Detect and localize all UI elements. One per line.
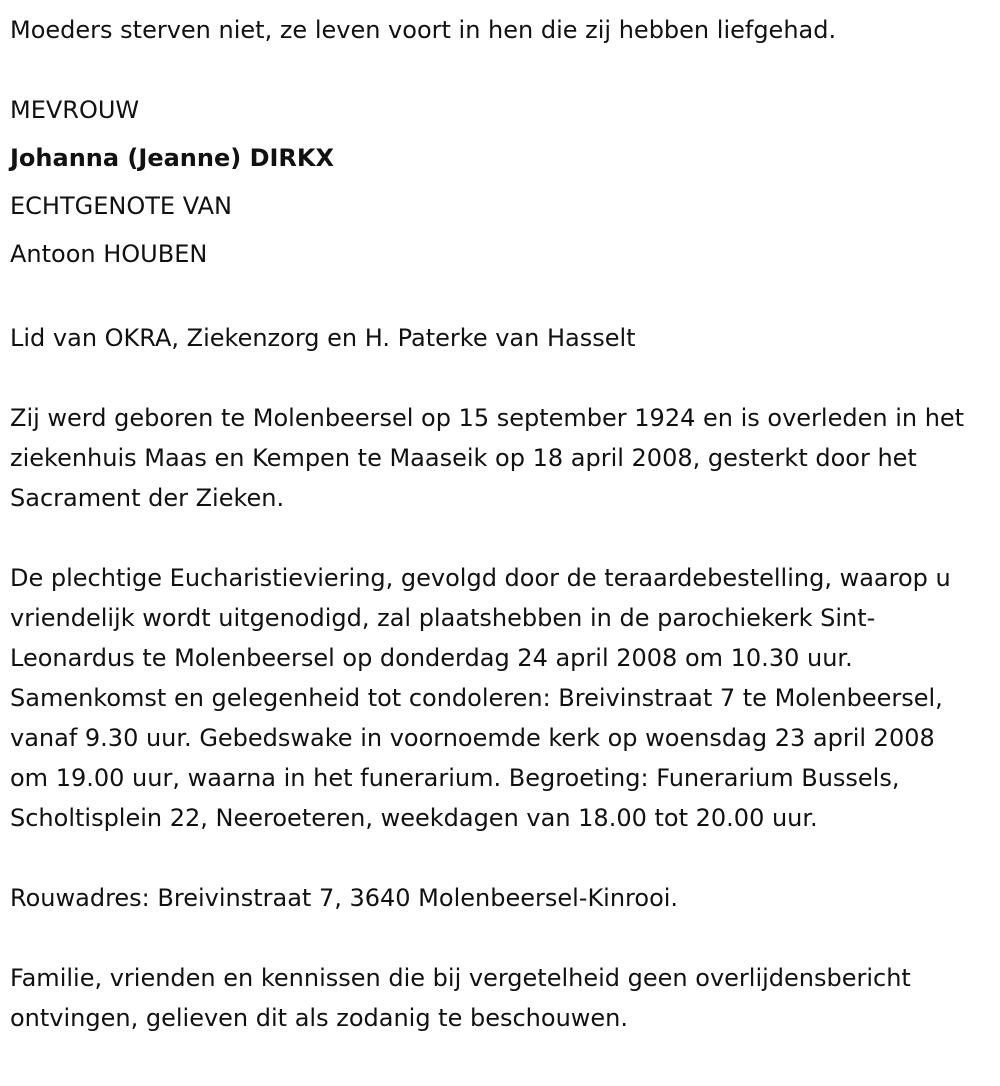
deceased-name: Johanna (Jeanne) DIRKX [10,144,334,172]
address-paragraph: Rouwadres: Breivinstraat 7, 3640 Molenbeersel-Kinrooi. [10,884,679,912]
closing-paragraph: Familie, vrienden en kennissen die bij vergetelheid geen overlijdensbericht ontvingen, gelieven dit als zodanig te beschouwen. [10,964,911,1032]
spacer [10,54,980,86]
ceremony-paragraph: De plechtige Eucharistieviering, gevolgd door de teraardebestelling, waarop u vriendelijk wordt uitgenodigd, zal plaatshebben in de parochiekerk Sint-Leonardus te Molenbeersel op donderdag 24 april 2008 om 10.30 uur. Samenkomst en gelegenheid tot condoleren: Breivinstraat 7 te Molenbeersel, vanaf 9.30 uur. Gebedswake in voornoemde kerk op woensdag 23 april 2008 om 19.00 uur, waarna in het funerarium. Begroeting: Funerarium Bussels, Scholtisplein 22, Neeroeteren, weekdagen van 18.00 tot 20.00 uur. [10,564,951,832]
relation-line: ECHTGENOTE VAN [10,192,232,220]
memberships-paragraph: Lid van OKRA, Ziekenzorg en H. Paterke van Hasselt [10,324,636,352]
spouse-name: Antoon HOUBEN [10,240,208,268]
birth-death-paragraph: Zij werd geboren te Molenbeersel op 15 september 1924 en is overleden in het ziekenhuis Maas en Kempen te Maaseik op 18 april 2008, gesterkt door het Sacrament der Zieken. [10,404,965,512]
title-line: MEVROUW [10,96,140,124]
quote-line: Moeders sterven niet, ze leven voort in hen die zij hebben liefgehad. [10,16,837,44]
obituary-notice [10,6,980,1038]
